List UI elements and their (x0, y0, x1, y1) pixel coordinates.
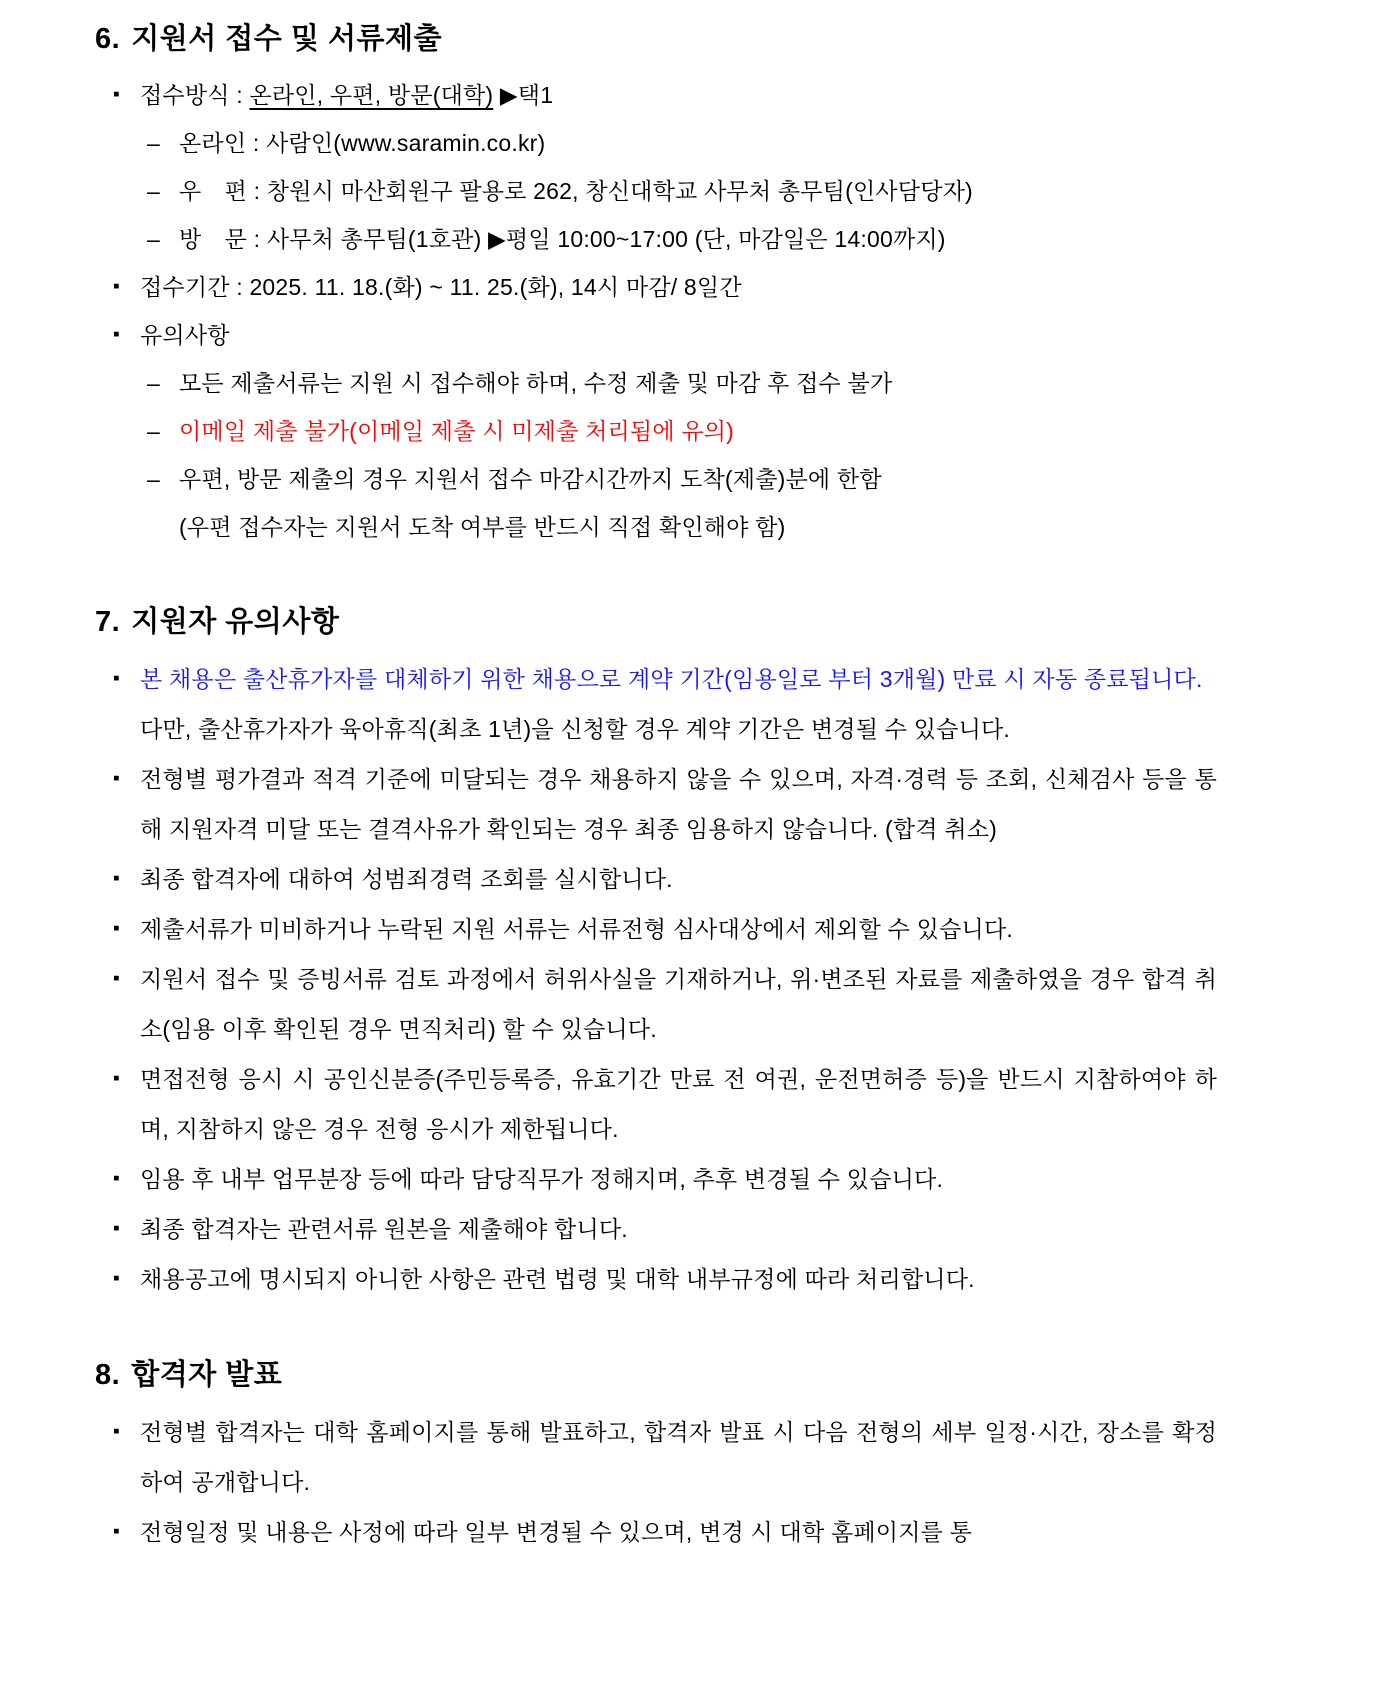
list-item (95, 167, 1217, 215)
list-item (95, 407, 1217, 455)
square-bullet-icon: ▪ (113, 324, 120, 345)
list-item (95, 1407, 1217, 1507)
text-segment: 우편, 방문 제출의 경우 지원서 접수 마감시간까지 도착(제출)분에 한함 (179, 466, 882, 492)
list-item (95, 754, 1217, 854)
text-segment: 최종 합격자는 관련서류 원본을 제출해야 합니다. (140, 1216, 628, 1242)
text-segment: 본 채용은 출산휴가자를 대체하기 위한 채용으로 계약 기간(임용일로 부터 3개월) 만료 시 자동 종료됩니다. (140, 666, 1203, 692)
list-item (95, 704, 1217, 754)
text-segment: 전형일정 및 내용은 사정에 따라 일부 변경될 수 있으며, 변경 시 대학 홈페이지를 통 (140, 1519, 973, 1545)
text-segment: 접수기간 : 2025. 11. 18.(화) ~ 11. 25.(화), 14시 마감/ 8일간 (140, 274, 742, 300)
list-item (95, 1507, 1217, 1557)
section-title: 지원서 접수 및 서류제출 (131, 23, 442, 55)
square-bullet-icon: ▪ (113, 1268, 120, 1289)
square-bullet-icon: ▪ (113, 276, 120, 297)
list-item (95, 1254, 1217, 1304)
text-segment: 채용공고에 명시되지 아니한 사항은 관련 법령 및 대학 내부규정에 따라 처리합니다. (140, 1266, 975, 1292)
dash-marker-icon: – (147, 226, 160, 252)
section-number: 7. (95, 606, 121, 638)
text-segment: 최종 합격자에 대하여 성범죄경력 조회를 실시합니다. (140, 866, 673, 892)
text-segment: 전형별 평가결과 적격 기준에 미달되는 경우 채용하지 않을 수 있으며, 자격·경력 등 조회, 신체검사 등을 통해 지원자격 미달 또는 결격사유가 확인되는 경우 최종 임용하지 않습니다. (합격 취소) (140, 766, 1217, 842)
list-item (95, 71, 1217, 119)
square-bullet-icon: ▪ (113, 918, 120, 939)
list-item (95, 503, 1217, 551)
section-number: 8. (95, 1359, 121, 1391)
square-bullet-icon: ▪ (113, 1521, 120, 1542)
text-segment: 다만, 출산휴가자가 육아휴직(최초 1년)을 신청할 경우 계약 기간은 변경될 수 있습니다. (140, 716, 1011, 742)
list-item (95, 215, 1217, 263)
list-item (95, 455, 1217, 503)
document-content (95, 6, 1217, 1557)
list-item (95, 1054, 1217, 1154)
list-item (95, 311, 1217, 359)
section-number: 6. (95, 23, 121, 55)
section-title: 지원자 유의사항 (131, 606, 340, 638)
dash-marker-icon: – (147, 418, 160, 444)
list-item (95, 954, 1217, 1054)
list-item (95, 854, 1217, 904)
dash-marker-icon: – (147, 370, 160, 396)
text-segment: 이메일 제출 불가(이메일 제출 시 미제출 처리됨에 유의) (179, 418, 735, 444)
section-heading (95, 1352, 1217, 1393)
dash-marker-icon: – (147, 178, 160, 204)
text-segment: (우편 접수자는 지원서 도착 여부를 반드시 직접 확인해야 함) (179, 514, 786, 540)
dash-marker-icon: – (147, 130, 160, 156)
list-item (95, 359, 1217, 407)
square-bullet-icon: ▪ (113, 1218, 120, 1239)
list-item (95, 1204, 1217, 1254)
section-7 (95, 599, 1217, 1304)
text-segment: 전형별 합격자는 대학 홈페이지를 통해 발표하고, 합격자 발표 시 다음 전형의 세부 일정·시간, 장소를 확정하여 공개합니다. (140, 1419, 1217, 1495)
text-segment: 제출서류가 미비하거나 누락된 지원 서류는 서류전형 심사대상에서 제외할 수 있습니다. (140, 916, 1013, 942)
text-segment: 방 문 : 사무처 총무팀(1호관) ▶평일 10:00~17:00 (단, 마감일은 14:00까지) (179, 226, 946, 252)
square-bullet-icon: ▪ (113, 1168, 120, 1189)
section-6 (95, 16, 1217, 551)
section-8 (95, 1352, 1217, 1557)
list-item (95, 1154, 1217, 1204)
section-title: 합격자 발표 (131, 1359, 283, 1391)
text-segment: 유의사항 (140, 322, 230, 348)
list-item (95, 263, 1217, 311)
text-segment: 면접전형 응시 시 공인신분증(주민등록증, 유효기간 만료 전 여권, 운전면허증 등)을 반드시 지참하여야 하며, 지참하지 않은 경우 전형 응시가 제한됩니다. (140, 1066, 1217, 1142)
list-item (95, 119, 1217, 167)
text-segment: 모든 제출서류는 지원 시 접수해야 하며, 수정 제출 및 마감 후 접수 불가 (179, 370, 893, 396)
text-segment: 임용 후 내부 업무분장 등에 따라 담당직무가 정해지며, 추후 변경될 수 있습니다. (140, 1166, 944, 1192)
text-segment: 온라인 : 사람인(www.saramin.co.kr) (179, 130, 546, 156)
square-bullet-icon: ▪ (113, 1068, 120, 1089)
section-heading (95, 599, 1217, 640)
text-segment: ▶택1 (493, 82, 554, 108)
dash-marker-icon: – (147, 466, 160, 492)
square-bullet-icon: ▪ (113, 1421, 120, 1442)
text-segment: 접수방식 : (140, 82, 250, 108)
square-bullet-icon: ▪ (113, 84, 120, 105)
list-item (95, 904, 1217, 954)
text-segment: 지원서 접수 및 증빙서류 검토 과정에서 허위사실을 기재하거나, 위·변조된 자료를 제출하였을 경우 합격 취소(임용 이후 확인된 경우 면직처리) 할 수 있습니다. (140, 966, 1217, 1042)
square-bullet-icon: ▪ (113, 868, 120, 889)
list-item (95, 654, 1217, 704)
square-bullet-icon: ▪ (113, 668, 120, 689)
section-heading (95, 16, 1217, 57)
text-segment: 우 편 : 창원시 마산회원구 팔용로 262, 창신대학교 사무처 총무팀(인사담당자) (179, 178, 973, 204)
square-bullet-icon: ▪ (113, 968, 120, 989)
text-segment: 온라인, 우편, 방문(대학) (249, 82, 494, 108)
square-bullet-icon: ▪ (113, 768, 120, 789)
